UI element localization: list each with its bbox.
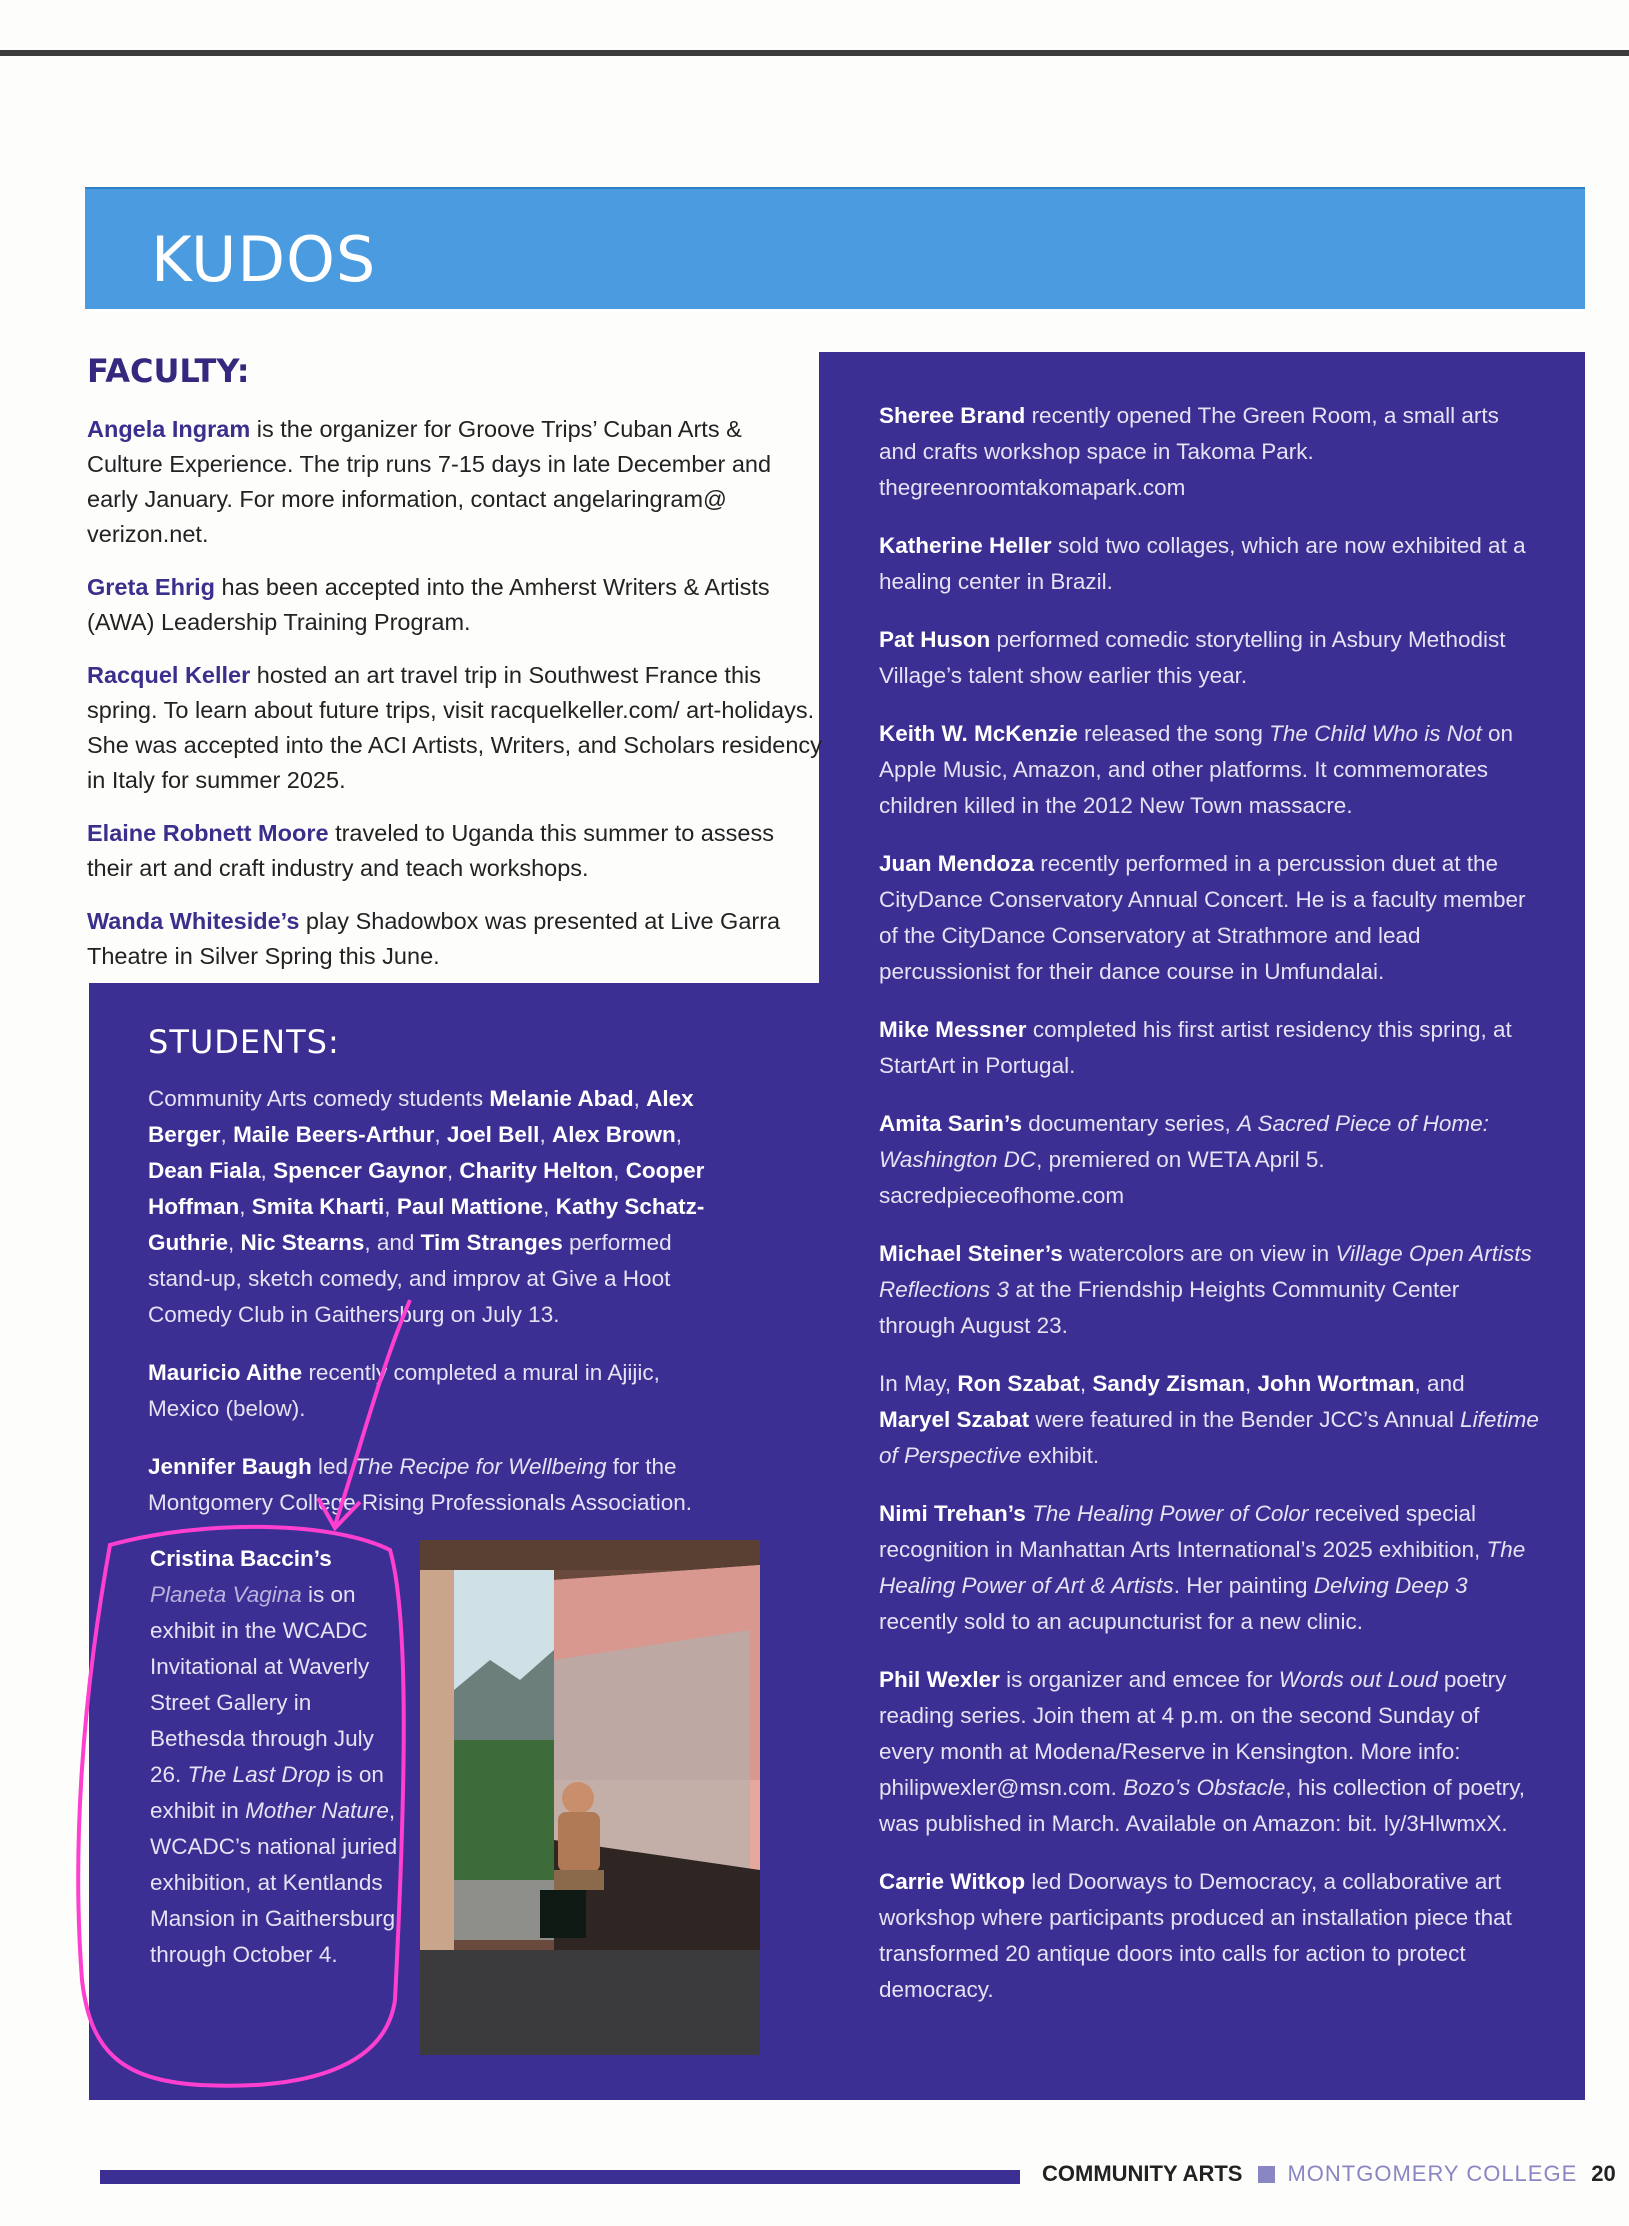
item-text: Community Arts comedy students: [148, 1086, 490, 1111]
separator: , and: [364, 1230, 421, 1255]
kudos-item: [879, 716, 1539, 824]
work-title: The Child Who is Not: [1269, 721, 1482, 746]
separator: ,: [633, 1086, 647, 1111]
item-text: recently performed in a percussion duet at the CityDance Conservatory Annual Concert. He is a faculty member of the CityDance Conservatory at Strathmore and lead percussionist for their dance course in Umfundalai.: [879, 851, 1526, 984]
person-name: Mauricio Aithe: [148, 1360, 303, 1385]
students-comedy-item: [148, 1081, 728, 1333]
person-name: Ron Szabat: [957, 1371, 1080, 1396]
kudos-item: [879, 1012, 1539, 1084]
kudos-item: [879, 1864, 1539, 2008]
page-top-rule: [0, 50, 1629, 56]
person-name: Racquel Keller: [87, 662, 251, 688]
person-name: Angela Ingram: [87, 416, 251, 442]
work-title: Village Open Artists Reflections 3: [879, 1241, 1532, 1302]
person-name: Charity Helton: [459, 1158, 614, 1183]
faculty-item: [87, 904, 822, 974]
person-name: Nimi Trehan’s: [879, 1501, 1026, 1526]
separator: ,: [675, 1122, 682, 1147]
work-title: The Healing Power of Color: [1031, 1501, 1309, 1526]
page-footer: [1042, 2161, 1616, 2187]
separator: ,: [220, 1122, 234, 1147]
students-section: [148, 1023, 728, 1543]
person-name: Juan Mendoza: [879, 851, 1035, 876]
item-text: at the Friendship Heights Community Center through August 23.: [879, 1277, 1460, 1338]
work-title: Lifetime of Perspective: [879, 1407, 1539, 1468]
work-title: A Sacred Piece of Home: Washington DC: [879, 1111, 1489, 1172]
separator: ,: [613, 1158, 626, 1183]
faculty-item: [87, 816, 822, 886]
item-text: , his collection of poetry, was published in March. Available on Amazon: bit. ly/3HlwmxX.: [879, 1775, 1526, 1836]
person-name: Maile Beers-Arthur: [233, 1122, 435, 1147]
item-text: hosted an art travel trip in Southwest France this spring. To learn about future trips, visit racquelkeller.com/ art-holidays. She was accepted into the ACI Artists, Writers, and Scholars residency in Italy for summer 2025.: [87, 662, 822, 793]
item-text: sold two collages, which are now exhibited at a healing center in Brazil.: [879, 533, 1526, 594]
students-item: [148, 1355, 728, 1427]
kudos-item: [879, 846, 1539, 990]
faculty-item: [87, 570, 822, 640]
kudos-item: [879, 1366, 1539, 1474]
item-text: poetry reading series. Join them at 4 p.m. on the second Sunday of every month at Modena/Reserve in Kensington. More info: philipwexler@msn.com.: [879, 1667, 1507, 1800]
item-text: performed stand-up, sketch comedy, and improv at Give a Hoot Comedy Club in Gaithersburg on July 13.: [148, 1230, 672, 1327]
kudos-item: [879, 1662, 1539, 1842]
separator: ,: [239, 1194, 252, 1219]
person-name: John Wortman: [1257, 1371, 1415, 1396]
person-name: Michael Steiner’s: [879, 1241, 1063, 1266]
item-text: In May,: [879, 1371, 958, 1396]
person-name: Cristina Baccin’s: [150, 1546, 332, 1571]
item-text: recently opened The Green Room, a small arts and crafts workshop space in Takoma Park. thegreenroomtakomapark.com: [879, 403, 1499, 500]
footer-rule: [100, 2170, 1020, 2184]
item-text: completed his first artist residency this spring, at StartArt in Portugal.: [879, 1017, 1512, 1078]
item-text: for the Montgomery College Rising Professionals Association.: [148, 1454, 693, 1515]
work-title: Bozo’s Obstacle: [1123, 1775, 1286, 1800]
item-text: documentary series,: [1021, 1111, 1238, 1136]
item-text: has been accepted into the Amherst Writers & Artists (AWA) Leadership Training Program.: [87, 574, 770, 635]
faculty-item: [87, 412, 822, 552]
person-name: Alex Berger: [148, 1086, 694, 1147]
person-name: Alex Brown: [551, 1122, 676, 1147]
item-text: is the organizer for Groove Trips’ Cuban Arts & Culture Experience. The trip runs 7-15 days in late December and early January. For more information, contact angelaringram@ verizon.net.: [87, 416, 772, 547]
baccin-item: [150, 1541, 400, 1973]
separator: ,: [260, 1158, 274, 1183]
item-text: performed comedic storytelling in Asbury Methodist Village’s talent show earlier this year.: [879, 627, 1506, 688]
person-name: Katherine Heller: [879, 533, 1052, 558]
separator: ,: [1079, 1371, 1093, 1396]
students-item: [148, 1449, 728, 1521]
kudos-item: [879, 622, 1539, 694]
kudos-item: [879, 398, 1539, 506]
item-text: received special recognition in Manhattan Arts International’s 2025 exhibition,: [879, 1501, 1487, 1562]
person-name: Spencer Gaynor: [273, 1158, 447, 1183]
item-text: released the song: [1077, 721, 1270, 746]
person-name: Greta Ehrig: [87, 574, 215, 600]
item-text: watercolors are on view in: [1062, 1241, 1336, 1266]
person-name: Cooper Hoffman: [148, 1158, 705, 1219]
students-heading: STUDENTS:: [148, 1023, 340, 1061]
faculty-heading: FACULTY:: [87, 352, 250, 390]
kudos-item: [879, 1106, 1539, 1214]
kudos-item: [879, 528, 1539, 600]
footer-square-icon: [1258, 2166, 1275, 2183]
item-text: . Her painting: [1173, 1573, 1314, 1598]
separator: ,: [1244, 1371, 1258, 1396]
kudos-item: [879, 1236, 1539, 1344]
person-name: Keith W. McKenzie: [879, 721, 1078, 746]
right-column: [879, 398, 1539, 2030]
footer-college-name: MONTGOMERY COLLEGE: [1287, 2161, 1578, 2186]
separator: ,: [539, 1122, 552, 1147]
item-text: recently sold to an acupuncturist for a new clinic.: [879, 1609, 1363, 1634]
footer-section-name: COMMUNITY ARTS: [1042, 2161, 1243, 2186]
person-name: Joel Bell: [446, 1122, 540, 1147]
work-title: Planeta Vagina: [150, 1582, 302, 1607]
item-text: were featured in the Bender JCC’s Annual: [1029, 1407, 1461, 1432]
page-title: KUDOS: [151, 223, 377, 296]
person-name: Melanie Abad: [489, 1086, 634, 1111]
separator: ,: [434, 1122, 447, 1147]
person-name: Phil Wexler: [879, 1667, 1000, 1692]
person-name: Sandy Zisman: [1092, 1371, 1245, 1396]
faculty-section: [87, 352, 822, 992]
item-text: recently completed a mural in Ajijic, Mexico (below).: [148, 1360, 660, 1421]
person-name: Carrie Witkop: [879, 1869, 1026, 1894]
work-title: The Last Drop: [187, 1762, 331, 1787]
page-number: 20: [1591, 2161, 1616, 2186]
person-name: Amita Sarin’s: [879, 1111, 1022, 1136]
separator: ,: [228, 1230, 241, 1255]
item-text: is organizer and emcee for: [999, 1667, 1279, 1692]
person-name: Mike Messner: [879, 1017, 1027, 1042]
item-text: led Doorways to Democracy, a collaborative art workshop where participants produced an installation piece that transformed 20 antique doors into calls for action to protect democracy.: [879, 1869, 1512, 2002]
person-name: Jennifer Baugh: [148, 1454, 312, 1479]
item-text: play Shadowbox was presented at Live Garra Theatre in Silver Spring this June.: [87, 908, 781, 969]
person-name: Elaine Robnett Moore: [87, 820, 329, 846]
item-text: led: [311, 1454, 355, 1479]
separator: ,: [446, 1158, 460, 1183]
person-name: Sheree Brand: [879, 403, 1026, 428]
item-text: is on exhibit in: [150, 1762, 384, 1823]
work-title: Mother Nature: [245, 1798, 389, 1823]
kudos-item: [879, 1496, 1539, 1640]
work-title: The Healing Power of Art & Artists: [879, 1537, 1526, 1598]
person-name: Tim Stranges: [420, 1230, 563, 1255]
person-name: Paul Mattione: [396, 1194, 544, 1219]
separator: , and: [1414, 1371, 1465, 1396]
item-text: , WCADC’s national juried exhibition, at Kentlands Mansion in Gaithersburg through October 4.: [150, 1798, 398, 1967]
kudos-banner: [85, 187, 1585, 309]
work-title: The Recipe for Wellbeing: [354, 1454, 607, 1479]
person-name: Maryel Szabat: [879, 1407, 1030, 1432]
item-text: , premiered on WETA April 5. sacredpieceofhome.com: [879, 1147, 1325, 1208]
faculty-item: [87, 658, 822, 798]
person-name: Kathy Schatz-Guthrie: [148, 1194, 705, 1255]
person-name: Dean Fiala: [148, 1158, 261, 1183]
work-title: Delving Deep 3: [1313, 1573, 1468, 1598]
separator: ,: [384, 1194, 397, 1219]
mural-photo: [420, 1540, 760, 2055]
item-text: traveled to Uganda this summer to assess their art and craft industry and teach workshops.: [87, 820, 774, 881]
person-name: Pat Huson: [879, 627, 991, 652]
person-name: Smita Kharti: [251, 1194, 385, 1219]
person-name: Wanda Whiteside’s: [87, 908, 300, 934]
item-text: exhibit.: [1021, 1443, 1100, 1468]
separator: ,: [543, 1194, 556, 1219]
person-name: Nic Stearns: [240, 1230, 365, 1255]
work-title: Words out Loud: [1278, 1667, 1438, 1692]
item-text: on Apple Music, Amazon, and other platforms. It commemorates children killed in the 2012 New Town massacre.: [879, 721, 1514, 818]
item-text: is on exhibit in the WCADC Invitational at Waverly Street Gallery in Bethesda through July 26.: [150, 1582, 374, 1787]
